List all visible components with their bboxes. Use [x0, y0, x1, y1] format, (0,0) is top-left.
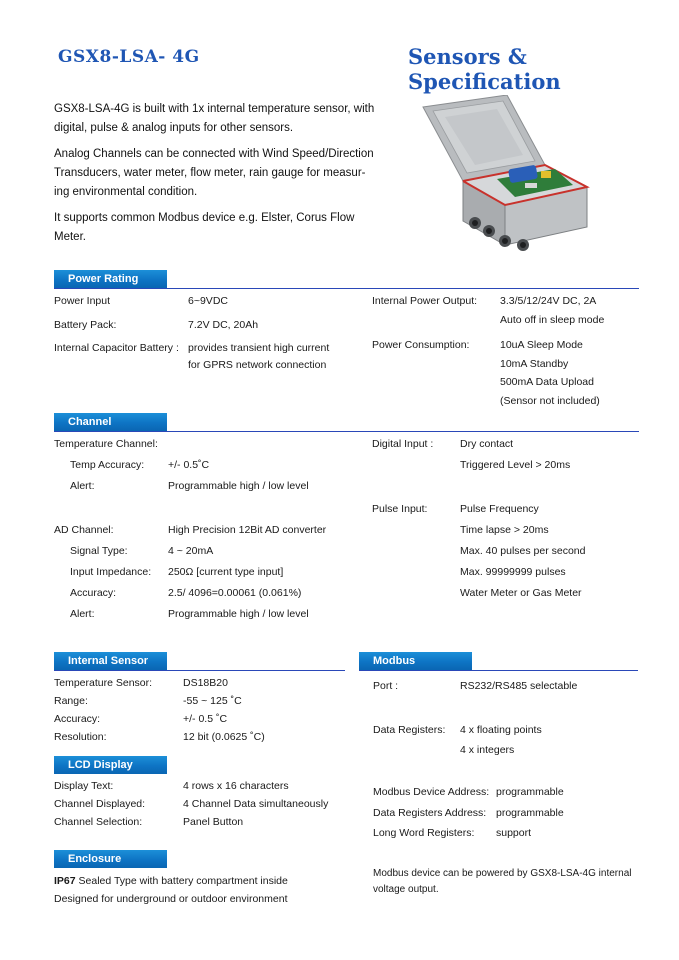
display-text-label: Display Text: [54, 780, 114, 792]
input-impedance-value: 250Ω [current type input] [168, 566, 284, 578]
modbus-heading: Modbus [359, 652, 472, 670]
modbus-rule [359, 670, 638, 671]
device-address-label: Modbus Device Address: [373, 786, 490, 798]
enclosure-line-2: Designed for underground or outdoor environment [54, 893, 288, 905]
enclosure-heading: Enclosure [54, 850, 167, 868]
channel-heading: Channel [54, 413, 167, 431]
product-model: GSX8-LSA- 4G [58, 47, 200, 67]
battery-pack-label: Battery Pack: [54, 319, 117, 331]
power-consumption-label: Power Consumption: [372, 339, 470, 351]
ad-channel-value: High Precision 12Bit AD converter [168, 524, 327, 536]
port-value: RS232/RS485 selectable [460, 680, 578, 692]
channel-selection-value: Panel Button [183, 816, 244, 828]
registers-address-value: programmable [496, 807, 564, 819]
data-registers-label: Data Registers: [373, 724, 446, 736]
signal-type-label: Signal Type: [70, 545, 128, 557]
intro-paragraph-3: It supports common Modbus device e.g. Elster, Corus Flow Meter. [54, 212, 355, 243]
temp-accuracy-label: Temp Accuracy: [70, 459, 145, 471]
temperature-channel-label: Temperature Channel: [54, 438, 158, 450]
pulse-input-value-1: Pulse Frequency [460, 503, 539, 515]
page-title: Sensors & Specification [408, 44, 561, 94]
product-enclosure-image [405, 95, 615, 255]
power-consumption-value-4: (Sensor not included) [500, 395, 600, 407]
capacitor-battery-value-1: provides transient high current [188, 342, 330, 354]
power-output-value-1: 3.3/5/12/24V DC, 2A [500, 295, 597, 307]
pulse-input-value-4: Max. 99999999 pulses [460, 566, 566, 578]
ad-accuracy-value: 2.5/ 4096=0.00061 (0.061%) [168, 587, 302, 599]
channel-rule [54, 431, 639, 432]
modbus-note-line-2: voltage output. [373, 884, 439, 895]
channel-displayed-label: Channel Displayed: [54, 798, 146, 810]
ad-alert-label: Alert: [70, 608, 95, 620]
display-text-value: 4 rows x 16 characters [183, 780, 289, 792]
range-label: Range: [54, 695, 88, 707]
pulse-input-label: Pulse Input: [372, 503, 428, 515]
digital-input-value-1: Dry contact [460, 438, 514, 450]
channel-displayed-value: 4 Channel Data simultaneously [183, 798, 329, 810]
internal-sensor-heading: Internal Sensor [54, 652, 167, 670]
power-input-value: 6~9VDC [188, 295, 228, 307]
power-input-label: Power Input [54, 295, 111, 307]
power-consumption-value-1: 10uA Sleep Mode [500, 339, 583, 351]
power-output-label: Internal Power Output: [372, 295, 478, 307]
power-consumption-value-2: 10mA Standby [500, 358, 569, 370]
ad-alert-value: Programmable high / low level [168, 608, 309, 620]
enclosure-line-1: IP67 Sealed Type with battery compartment inside [54, 875, 288, 887]
power-rating-rule [54, 288, 639, 289]
channel-selection-label: Channel Selection: [54, 816, 143, 828]
digital-input-value-2: Triggered Level > 20ms [460, 459, 571, 471]
pulse-input-value-2: Time lapse > 20ms [460, 524, 549, 536]
power-output-value-2: Auto off in sleep mode [500, 314, 605, 326]
range-value: -55 ~ 125 ˚C [183, 695, 242, 707]
power-consumption-value-3: 500mA Data Upload [500, 376, 594, 388]
data-registers-value-2: 4 x integers [460, 744, 515, 756]
port-label: Port : [373, 680, 399, 692]
intro-paragraph-2: Analog Channels can be connected with Wind Speed/Direction Transducers, water meter, flow meter, rain gauge for measur- ing environmental condition. [54, 148, 374, 198]
resolution-value: 12 bit (0.0625 ˚C) [183, 731, 265, 743]
temp-accuracy-value: +/- 0.5˚C [168, 459, 210, 471]
registers-address-label: Data Registers Address: [373, 807, 487, 819]
modbus-note-line-1: Modbus device can be powered by GSX8-LSA-4G internal [373, 868, 632, 879]
lcd-display-heading: LCD Display [54, 756, 167, 774]
signal-type-value: 4 ~ 20mA [168, 545, 214, 557]
sensor-accuracy-value: +/- 0.5 ˚C [183, 713, 228, 725]
capacitor-battery-value-2: for GPRS network connection [188, 359, 327, 371]
battery-pack-value: 7.2V DC, 20Ah [188, 319, 259, 331]
intro-paragraph-1: GSX8-LSA-4G is built with 1x internal temperature sensor, with digital, pulse & analog inputs for other sensors. [54, 103, 375, 134]
data-registers-value-1: 4 x floating points [460, 724, 542, 736]
capacitor-battery-label: Internal Capacitor Battery : [54, 342, 179, 354]
pulse-input-value-5: Water Meter or Gas Meter [460, 587, 582, 599]
device-address-value: programmable [496, 786, 564, 798]
sensor-accuracy-label: Accuracy: [54, 713, 101, 725]
long-word-value: support [496, 827, 532, 839]
internal-sensor-rule [54, 670, 345, 671]
resolution-label: Resolution: [54, 731, 107, 743]
temp-alert-value: Programmable high / low level [168, 480, 309, 492]
pulse-input-value-3: Max. 40 pulses per second [460, 545, 586, 557]
ad-channel-label: AD Channel: [54, 524, 114, 536]
power-rating-heading: Power Rating [54, 270, 167, 288]
temp-alert-label: Alert: [70, 480, 95, 492]
input-impedance-label: Input Impedance: [70, 566, 152, 578]
digital-input-label: Digital Input : [372, 438, 434, 450]
ad-accuracy-label: Accuracy: [70, 587, 117, 599]
long-word-label: Long Word Registers: [373, 827, 475, 839]
temperature-sensor-value: DS18B20 [183, 677, 228, 689]
temperature-sensor-label: Temperature Sensor: [54, 677, 153, 689]
